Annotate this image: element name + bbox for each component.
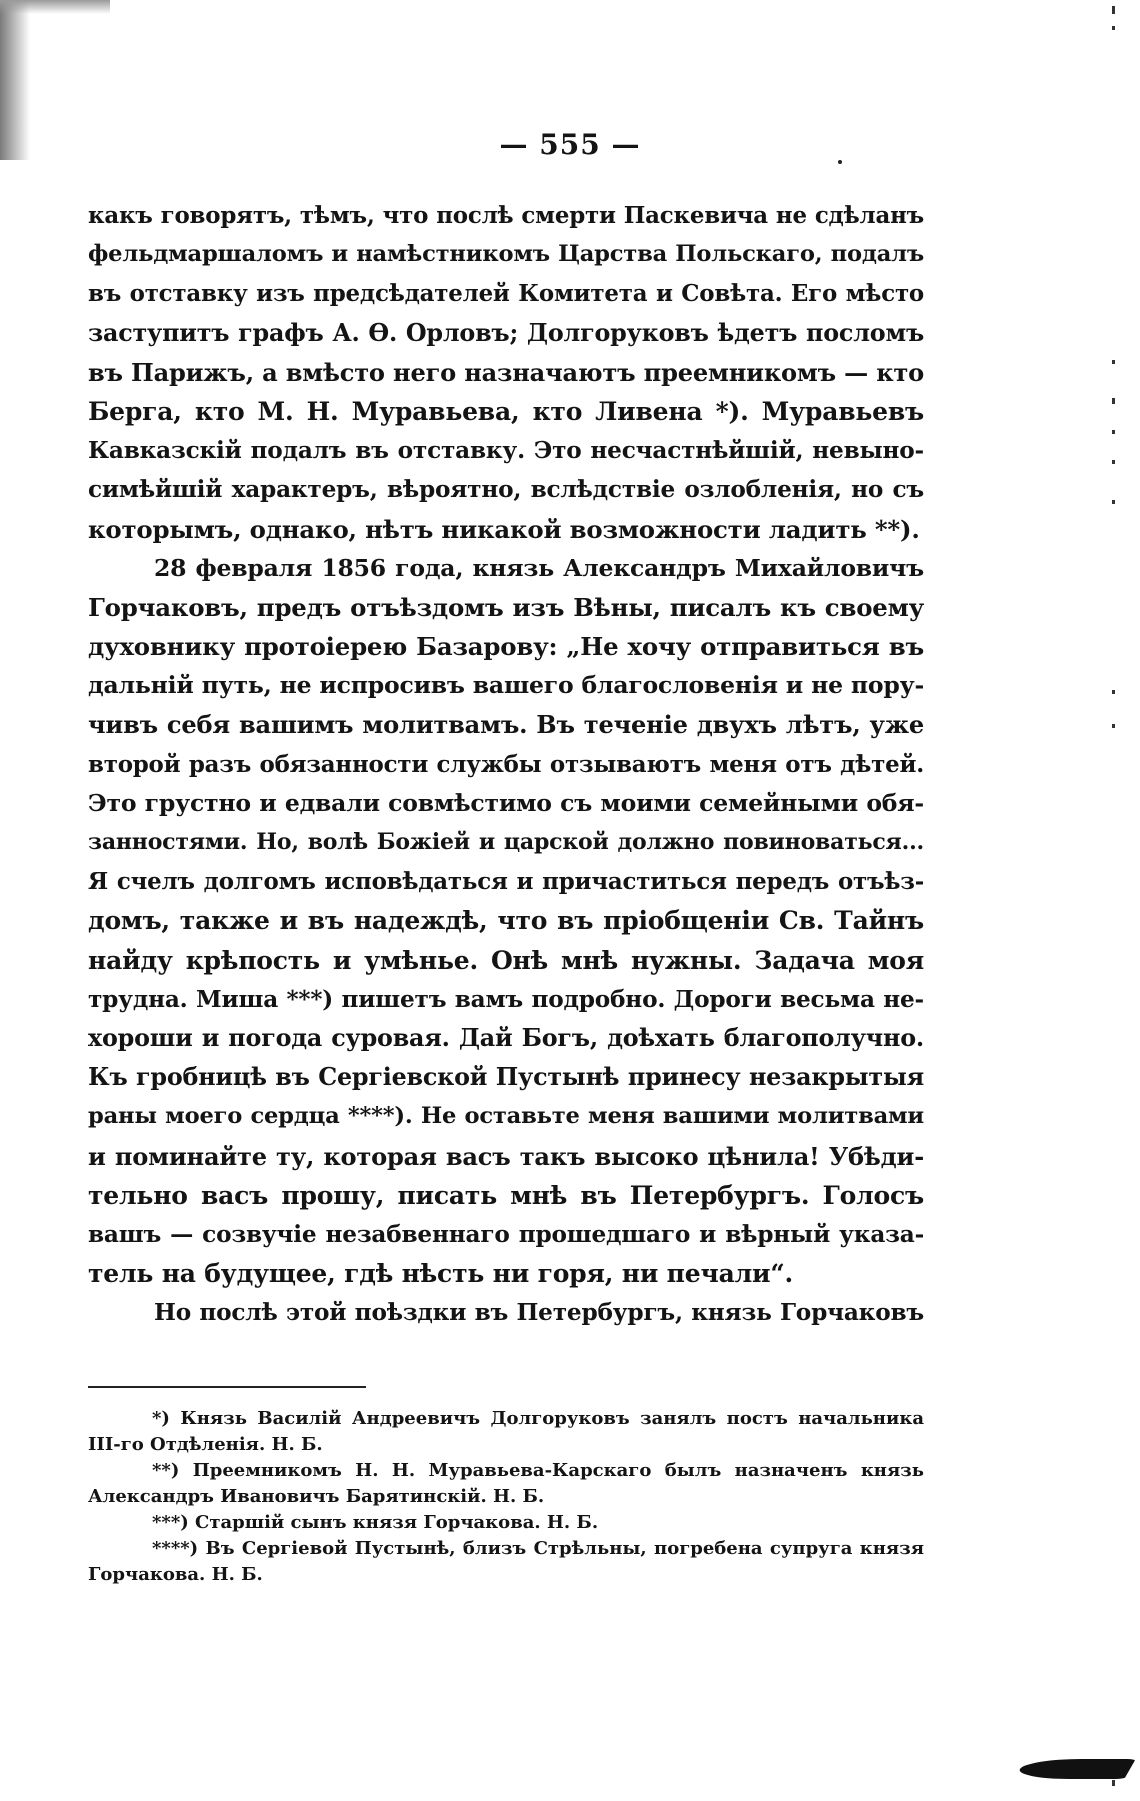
text-line: раны моего сердца ****). Не оставьте меня вашими молитвами [88, 1103, 924, 1130]
text-line: трудна. Миша ***) пишетъ вамъ подробно. Дороги весьма не- [88, 985, 924, 1013]
text-line: симѣйшій характеръ, вѣроятно, вслѣдствіе озлобленія, но съ [88, 476, 924, 504]
text-line: тель на будущее, гдѣ нѣсть ни горя, ни печали“. [88, 1259, 794, 1289]
text-line: и поминайте ту, которая васъ такъ высоко цѣнила! Убѣди- [88, 1141, 924, 1171]
text-line: которымъ, однако, нѣтъ никакой возможности ладить **). [88, 514, 920, 544]
scan-corner-blot [1014, 1759, 1136, 1779]
text-line: въ отставку изъ предсѣдателей Комитета и Совѣта. Его мѣсто [88, 280, 924, 308]
text-line: тельно васъ прошу, писать мнѣ въ Петербургъ. Голосъ [88, 1180, 924, 1210]
scan-margin-marks [1112, 0, 1115, 1801]
footnote-rule [88, 1386, 366, 1388]
text-line: какъ говорятъ, тѣмъ, что послѣ смерти Паскевича не сдѣланъ [88, 202, 924, 229]
text-line: хороши и погода суровая. Дай Богъ, доѣхать благополучно. [88, 1023, 924, 1052]
text-line: Берга, кто М. Н. Муравьева, кто Ливена *). Муравьевъ [88, 396, 924, 426]
text-line: Горчаковъ, предъ отъѣздомъ изъ Вѣны, писалъ къ своему [88, 592, 924, 622]
text-line: дальній путь, не испросивъ вашего благословенія и не пору- [88, 671, 924, 700]
scan-edge-shadow-top [0, 0, 110, 14]
text-line: найду крѣпость и умѣнье. Онѣ мнѣ нужны. Задача моя [88, 945, 924, 975]
footnote-line: III-го Отдѣленія. Н. Б. [88, 1434, 323, 1455]
text-line: чивъ себя вашимъ молитвамъ. Въ теченіе двухъ лѣтъ, уже [88, 710, 924, 740]
footnote-line: ****) Въ Сергіевой Пустынѣ, близъ Стрѣльны, погребена супруга князя [152, 1538, 924, 1559]
footnote-line: ***) Старшій сынъ князя Горчакова. Н. Б. [152, 1512, 599, 1533]
scan-speck [838, 160, 842, 164]
text-line: заступитъ графъ А. Ѳ. Орловъ; Долгоруковъ ѣдетъ посломъ [88, 318, 924, 347]
footnote-line: Александръ Ивановичъ Барятинскій. Н. Б. [88, 1486, 545, 1507]
text-line: Кавказскій подалъ въ отставку. Это несчастнѣйшій, невыно- [88, 437, 924, 465]
text-line: домъ, также и въ надеждѣ, что въ пріобщеніи Св. Тайнъ [88, 906, 924, 936]
text-line: 28 февраля 1856 года, князь Александръ Михайловичъ [154, 553, 924, 582]
body-text [88, 196, 924, 1332]
text-line: занностями. Но, волѣ Божіей и царской должно повиноваться... [88, 829, 924, 855]
footnotes [88, 1406, 924, 1588]
footnote-line: *) Князь Василій Андреевичъ Долгоруковъ занялъ постъ начальника [152, 1408, 924, 1429]
text-line: Я счелъ долгомъ исповѣдаться и причаститься передъ отъѣз- [88, 868, 924, 896]
text-line: Это грустно и едвали совмѣстимо съ моими семейными обя- [88, 788, 924, 817]
text-line: духовнику протоіерею Базарову: „Не хочу отправиться въ [88, 632, 924, 662]
text-line: въ Парижъ, а вмѣсто него назначаютъ преемникомъ — кто [88, 357, 924, 387]
footnote-line: **) Преемникомъ Н. Н. Муравьева-Карскаго былъ назначенъ князь [152, 1460, 924, 1481]
text-line: фельдмаршаломъ и намѣстникомъ Царства Польскаго, подалъ [88, 241, 924, 268]
footnote-line: Горчакова. Н. Б. [88, 1564, 263, 1585]
text-line: второй разъ обязанности службы отзываютъ меня отъ дѣтей. [88, 750, 924, 778]
text-line: Но послѣ этой поѣздки въ Петербургъ, князь Горчаковъ [154, 1299, 924, 1327]
text-line: Къ гробницѣ въ Сергіевской Пустынѣ принесу незакрытыя [88, 1063, 924, 1092]
page-number: — 555 — [499, 128, 641, 161]
text-line: вашъ — созвучіе незабвеннаго прошедшаго и вѣрный указа- [88, 1220, 924, 1248]
